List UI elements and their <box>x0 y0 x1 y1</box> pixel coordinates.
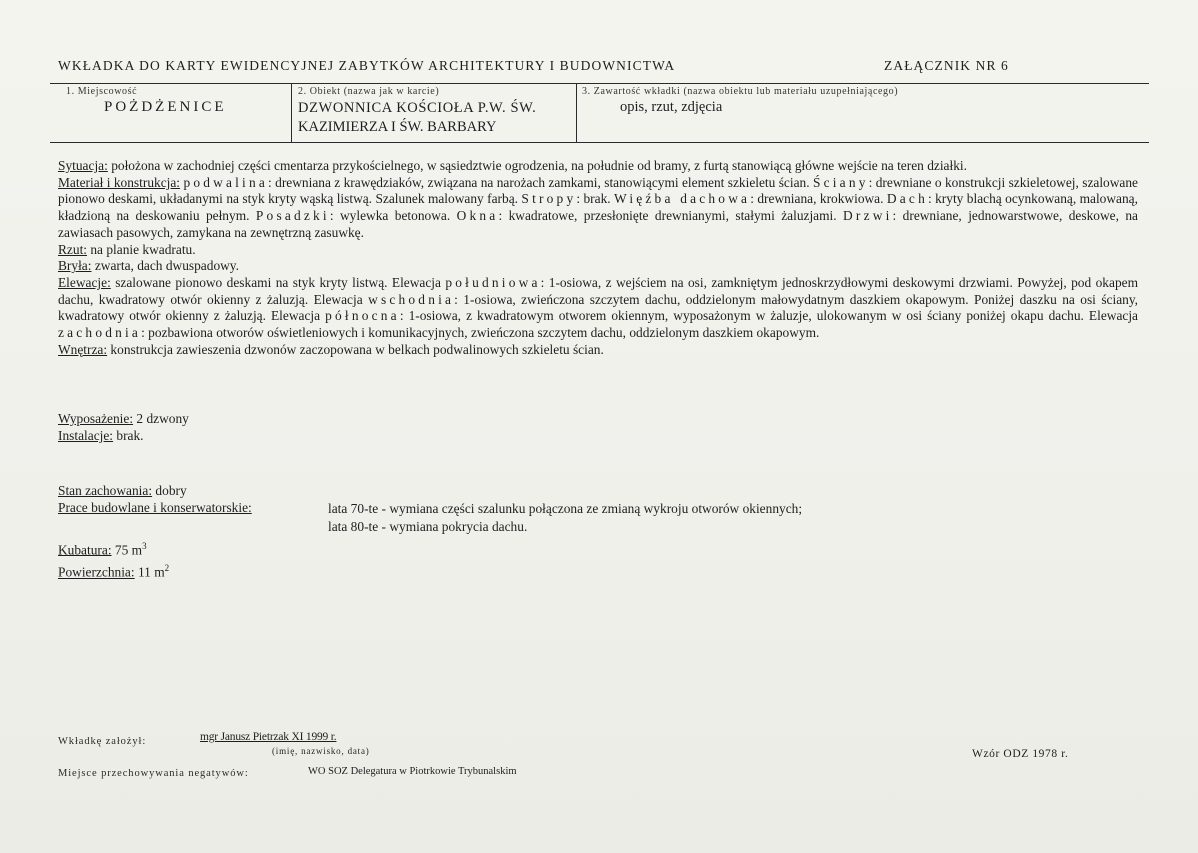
place-value: POŻDŻENICE <box>104 99 227 115</box>
kubatura-unit-exponent: 3 <box>142 541 147 551</box>
section-elewacje <box>58 275 1138 342</box>
section-kubatura <box>58 537 169 559</box>
section-powierzchnia <box>58 559 169 581</box>
header-divider-1 <box>291 84 292 142</box>
material-label: Materiał i konstrukcja: <box>58 174 181 190</box>
instalacje-label: Instalacje: <box>58 427 114 443</box>
material-term-wiezba: Więźba dachowa <box>614 191 751 207</box>
material-desc-wiezba: : drewniana, krokwiowa. <box>750 191 887 207</box>
powierzchnia-unit-exponent: 2 <box>164 563 170 574</box>
sytuacja-label: Sytuacja: <box>58 158 108 173</box>
section-material <box>58 175 1138 242</box>
annex-number: ZAŁĄCZNIK NR 6 <box>884 58 1009 73</box>
document-title: WKŁADKA DO KARTY EWIDENCYJNEJ ZABYTKÓW ARCHITEKTURY I BUDOWNICTWA <box>58 58 676 73</box>
stan-text: dobry <box>152 483 187 498</box>
section-bryla <box>58 258 1138 275</box>
material-desc-podwalina: : drewniana z krawędziaków, związana na narożach zamkami, stanowiącymi element szkieletu ścian. <box>268 174 813 190</box>
header-divider-2 <box>576 84 577 142</box>
storage-value: WO SOZ Delegatura w Piotrkowie Trybunalskim <box>308 766 517 777</box>
equipment-block <box>58 411 189 444</box>
object-value-line1: DZWONNICA KOŚCIOŁA P.W. ŚW. <box>298 100 537 116</box>
material-desc-dach: : kryty blachą ocynkowaną, malowaną, kładzioną na deskowaniu pełnym. <box>58 191 1138 224</box>
condition-block <box>58 483 252 516</box>
material-term-posadzki: Posadzki <box>255 208 330 224</box>
prace-line-1: lata 70-te - wymiana części szalunku połączona ze zmianą wykroju otworów okiennych; <box>328 501 803 516</box>
section-prace <box>58 500 252 517</box>
stan-label: Stan zachowania: <box>58 483 153 498</box>
prace-label: Prace budowlane i konserwatorskie: <box>58 499 252 515</box>
wyposazenie-label: Wyposażenie: <box>58 411 134 426</box>
elewacje-term-poludniowa: południowa <box>445 274 541 290</box>
kubatura-value: 75 m <box>111 542 143 558</box>
section-stan <box>58 483 252 500</box>
elewacje-desc-poludniowa: : 1-osiowa, z wejściem na osi, zamkniętym jednoskrzydłowymi deskowymi drzwiami. Powyżej, pod okapem dachu, kwadratowy otwór okienny z żaluzją. Elewacja <box>58 274 1138 307</box>
material-term-podwalina: podwalina <box>183 174 269 190</box>
author-value: mgr Janusz Pietrzak XI 1999 r. <box>200 731 337 743</box>
material-term-sciany: Ściany <box>812 174 869 190</box>
author-label: Wkładkę założył: <box>58 736 147 747</box>
elewacje-desc-polnocna: : 1-osiowa, z kwadratowym otworem okiennym, wyposażonym w żaluzje, ulokowanym w osi ściany poniżej okapu dachu. Elewacja <box>399 308 1138 324</box>
prace-list <box>328 500 802 535</box>
sytuacja-text: położona w zachodniej części cmentarza przykościelnego, w sąsiedztwie ogrodzenia, na południe od bramy, z furtą stanowiącą główne wejście na teren działki. <box>107 158 967 173</box>
material-term-okna: Okna <box>456 208 499 224</box>
description-body <box>58 158 1138 358</box>
elewacje-desc-zachodnia: : pozbawiona otworów oświetleniowych i komunikacyjnych, zwieńczona szczytem dachu, oddzielonym daszkiem okapowym. <box>141 325 820 341</box>
kubatura-label: Kubatura: <box>58 542 112 558</box>
bryla-label: Bryła: <box>58 258 92 274</box>
object-value-line2: KAZIMIERZA I ŚW. BARBARY <box>298 119 497 135</box>
content-value: opis, rzut, zdjęcia <box>620 99 723 115</box>
powierzchnia-label: Powierzchnia: <box>58 564 135 580</box>
prace-line-2: lata 80-te - wymiana pokrycia dachu. <box>328 518 528 534</box>
place-label: 1. Miejscowość <box>66 86 138 97</box>
wyposazenie-text: 2 dzwony <box>133 411 189 426</box>
elewacje-intro: szalowane pionowo deskami na styk kryty listwą. Elewacja <box>110 274 446 290</box>
section-wnetrza <box>58 342 1138 359</box>
material-desc-stropy: : brak. <box>576 191 615 207</box>
object-label: 2. Obiekt (nazwa jak w karcie) <box>298 86 440 97</box>
instalacje-text: brak. <box>113 427 144 443</box>
header-rule-bottom <box>50 142 1149 143</box>
rzut-text: na planie kwadratu. <box>87 241 196 257</box>
author-hint: (imię, nazwisko, data) <box>272 746 370 756</box>
material-term-dach: Dach <box>886 191 928 207</box>
bryla-text: zwarta, dach dwuspadowy. <box>91 258 239 274</box>
material-term-drzwi: Drzwi <box>843 208 893 224</box>
rzut-label: Rzut: <box>58 241 88 257</box>
content-label: 3. Zawartość wkładki (nazwa obiektu lub materiału uzupełniającego) <box>582 86 899 97</box>
material-desc-okna: : kwadratowe, przesłonięte drewnianymi, stałymi żaluzjami. <box>498 208 844 224</box>
material-desc-drzwi: : drewniane, jednowarstwowe, deskowe, na zawiasach pasowych, zamykana na zewnętrzną zasuwkę. <box>58 208 1138 240</box>
header-rule-top <box>50 83 1149 84</box>
elewacje-term-polnocna: północna <box>325 308 400 324</box>
elewacje-term-wschodnia: wschodnia <box>368 291 455 307</box>
material-term-stropy: Stropy <box>521 191 577 207</box>
powierzchnia-value: 11 m <box>134 564 165 580</box>
object-value <box>298 99 570 137</box>
elewacje-label: Elewacje: <box>58 274 111 290</box>
material-desc-posadzki: : wylewka betonowa. <box>329 208 457 224</box>
dimensions-block <box>58 537 169 582</box>
section-wyposazenie <box>58 411 189 428</box>
wnetrza-label: Wnętrza: <box>58 341 108 357</box>
section-sytuacja <box>58 158 1138 175</box>
material-desc-sciany: : drewniane o konstrukcji szkieletowej, szalowane pionowo deskami, układanymi na styk kryty wąską listwą. Szalunek malowany farbą. <box>58 174 1138 207</box>
section-rzut <box>58 242 1138 259</box>
elewacje-desc-wschodnia: : 1-osiowa, zwieńczona szczytem dachu, oddzielonym małowydatnym daszkiem okapowym. Poniżej daszku na osi ściany, kwadratowy otwór okienny z żaluzją. Elewacja <box>58 291 1139 324</box>
form-code: Wzór ODZ 1978 r. <box>972 748 1069 760</box>
wnetrza-text: konstrukcja zawieszenia dzwonów zaczopowana w belkach podwalinowych szkieletu ścian. <box>107 341 604 357</box>
section-instalacje <box>58 428 189 445</box>
elewacje-term-zachodnia: zachodnia <box>58 325 142 341</box>
storage-label: Miejsce przechowywania negatywów: <box>58 768 249 779</box>
